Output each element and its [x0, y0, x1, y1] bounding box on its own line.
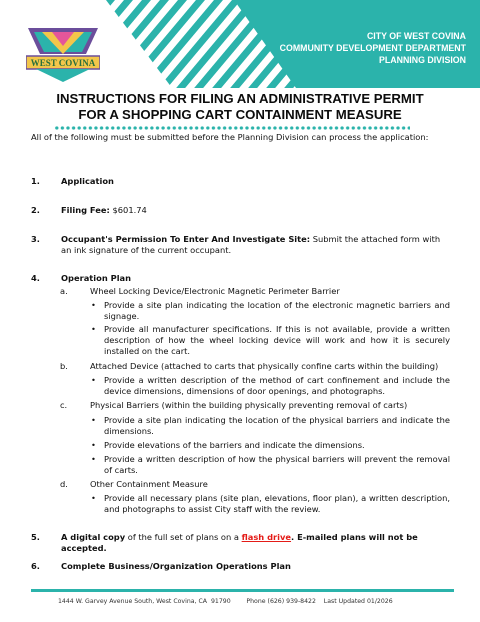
item-text-emphasis: . E-mailed plans will not be accepted.: [61, 532, 418, 553]
item-number: 4.: [31, 273, 40, 283]
bullet-item: [91, 300, 450, 322]
subitem-wheel-locking: [60, 286, 450, 297]
bullet-item: [91, 415, 450, 437]
item-number: 2.: [31, 205, 40, 215]
item-text: Submit the attached form with an ink signature of the current occupant.: [61, 234, 441, 255]
item-heading: A digital copy: [61, 532, 126, 542]
bullet-icon: •: [91, 415, 96, 425]
subitem-text: Other Containment Measure: [90, 479, 208, 489]
bullet-text: Provide elevations of the barriers and indicate the dimensions.: [104, 440, 365, 450]
footer-address: 1444 W. Garvey Avenue South, West Covina, CA 91790: [58, 598, 231, 605]
bullet-icon: •: [91, 324, 96, 334]
item-number: 6.: [31, 561, 40, 571]
intro-paragraph: All of the following must be submitted before the Planning Division can process the application:: [31, 132, 429, 142]
item-heading: Complete Business/Organization Operations Plan: [61, 561, 291, 571]
footer-updated: Last Updated 01/2026: [323, 598, 393, 605]
item-heading: Filing Fee:: [61, 205, 110, 215]
filing-fee-amount: $601.74: [109, 205, 147, 215]
subitem-letter: b.: [60, 361, 68, 371]
subitem-other-containment: [60, 479, 450, 490]
item-application: [31, 176, 450, 187]
subitem-text: Attached Device (attached to carts that physically confine carts within the building): [90, 361, 439, 371]
flash-drive-emphasis: flash drive: [241, 532, 292, 542]
bullet-text: Provide a written description of how the physical barriers will prevent the removal of carts.: [104, 454, 450, 475]
subitem-letter: d.: [60, 479, 68, 489]
bullet-item: [91, 375, 450, 397]
bullet-text: Provide all manufacturer specifications. If this is not available, provide a written description of how the wheel locking device will work and how it is securely installed on the cart.: [104, 324, 450, 356]
bullet-icon: •: [91, 375, 96, 385]
bullet-icon: •: [91, 440, 96, 450]
bullet-icon: •: [91, 493, 96, 503]
bullet-icon: •: [91, 454, 96, 464]
item-digital-copy: [31, 532, 450, 554]
bullet-item: [91, 493, 450, 515]
bullet-text: Provide a written description of the method of cart confinement and include the device dimensions, dimensions of door openings, and photographs.: [104, 375, 450, 396]
department-banner-text: [280, 30, 466, 66]
title-line-2: FOR A SHOPPING CART CONTAINMENT MEASURE: [78, 107, 402, 122]
item-number: 5.: [31, 532, 40, 542]
item-filing-fee: [31, 205, 450, 216]
banner-department: COMMUNITY DEVELOPMENT DEPARTMENT: [279, 43, 466, 53]
bullet-item: [91, 454, 450, 476]
bullet-item: [91, 324, 450, 357]
item-occupant-permission: [31, 234, 450, 256]
item-heading: Operation Plan: [61, 273, 132, 283]
subitem-letter: a.: [60, 286, 68, 296]
bullet-text: Provide a site plan indicating the location of the physical barriers and indicate the dimensions.: [104, 415, 450, 436]
subitem-text: Physical Barriers (within the building physically preventing removal of carts): [90, 400, 408, 410]
footer-phone: Phone (626) 939-8422: [246, 598, 316, 605]
item-operation-plan: [31, 273, 450, 284]
page-footer: [58, 598, 393, 606]
footer-rule: [31, 589, 454, 592]
bullet-item: [91, 440, 450, 451]
subitem-text: Wheel Locking Device/Electronic Magnetic Perimeter Barrier: [90, 286, 340, 296]
banner-division: PLANNING DIVISION: [379, 55, 466, 65]
subitem-letter: c.: [60, 400, 68, 410]
page-title: [20, 91, 460, 123]
bullet-icon: •: [91, 300, 96, 310]
item-heading: Application: [61, 176, 114, 186]
item-number: 1.: [31, 176, 40, 186]
title-line-1: INSTRUCTIONS FOR FILING AN ADMINISTRATIVE PERMIT: [56, 91, 424, 106]
dotted-divider: [54, 126, 410, 130]
west-covina-logo: [26, 24, 100, 84]
item-text: of the full set of plans on a: [125, 532, 242, 542]
logo-text: WEST COVINA: [30, 58, 96, 68]
item-operations-plan: [31, 561, 450, 572]
bullet-text: Provide a site plan indicating the location of the electronic magnetic barriers and signage.: [104, 300, 450, 321]
subitem-attached-device: [60, 361, 450, 372]
item-number: 3.: [31, 234, 40, 244]
bullet-text: Provide all necessary plans (site plan, elevations, floor plan), a written description, and photographs to assist City staff with the review.: [104, 493, 450, 514]
item-heading: Occupant's Permission To Enter And Investigate Site:: [61, 234, 311, 244]
banner-city: CITY OF WEST COVINA: [366, 31, 466, 41]
subitem-physical-barriers: [60, 400, 450, 411]
